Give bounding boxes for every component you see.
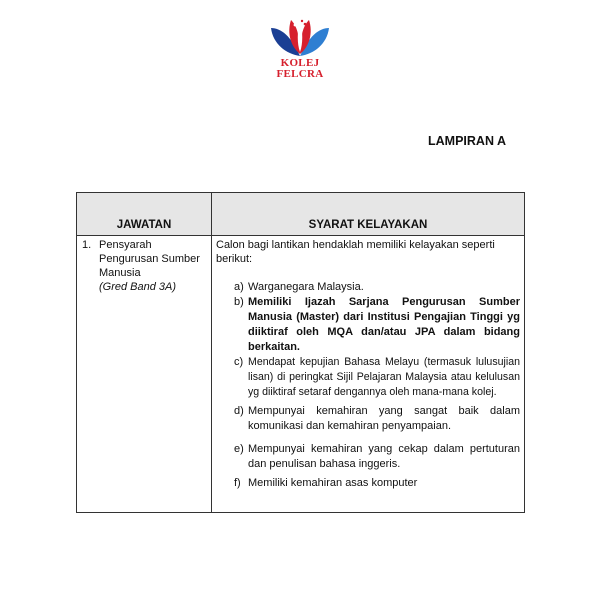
list-text: Mempunyai kemahiran yang cekap dalam pertuturan dan penulisan bahasa inggeris. bbox=[248, 443, 520, 470]
header-position: JAWATAN bbox=[77, 193, 212, 236]
job-entry bbox=[81, 238, 207, 294]
list-marker: d) bbox=[234, 405, 244, 417]
list-text: Memiliki kemahiran asas komputer bbox=[248, 477, 418, 489]
header-requirements: SYARAT KELAYAKAN bbox=[212, 193, 525, 236]
requirements-table bbox=[76, 192, 525, 513]
list-text: Warganegara Malaysia. bbox=[248, 281, 364, 293]
list-item bbox=[234, 280, 520, 295]
table-header-row bbox=[77, 193, 525, 236]
list-item bbox=[234, 476, 520, 491]
list-marker: c) bbox=[234, 356, 244, 368]
list-item bbox=[234, 404, 520, 434]
annex-label: LAMPIRAN A bbox=[428, 134, 507, 148]
list-marker: a) bbox=[234, 281, 244, 293]
requirements-cell bbox=[212, 236, 525, 513]
requirements-intro: Calon bagi lantikan hendaklah memiliki kelayakan seperti berikut: bbox=[216, 239, 495, 265]
job-title: Pensyarah Pengurusan Sumber Manusia bbox=[99, 239, 200, 279]
list-marker: f) bbox=[234, 477, 241, 489]
position-cell bbox=[77, 236, 212, 513]
logo-text-line2: FELCRA bbox=[276, 68, 324, 80]
list-text: Mempunyai kemahiran yang sangat baik dalam komunikasi dan kemahiran penyampaian. bbox=[248, 405, 520, 432]
table-row bbox=[77, 236, 525, 513]
logo-text-line1: KOLEJ bbox=[280, 57, 320, 69]
kolej-felcra-logo bbox=[268, 14, 332, 80]
requirements-list bbox=[216, 280, 520, 491]
job-number: 1. bbox=[82, 239, 92, 251]
lotus-icon bbox=[269, 14, 331, 58]
list-item bbox=[234, 295, 520, 355]
list-marker: b) bbox=[234, 296, 244, 308]
list-marker: e) bbox=[234, 443, 244, 455]
list-text: Memiliki Ijazah Sarjana Pengurusan Sumber Manusia (Master) dari Institusi Pengajian Tinggi yg diiktiraf oleh MQA dan/atau JPA dalam bidang berkaitan. bbox=[248, 296, 520, 353]
job-title-block bbox=[99, 238, 207, 294]
list-item bbox=[234, 355, 520, 400]
list-text: Mendapat kepujian Bahasa Melayu (termasuk lulusujian lisan) di peringkat Sijil Pelajaran Malaysia atau kelulusan yg diiktiraf setaraf dengannya oleh mana-mana kolej. bbox=[248, 356, 520, 398]
list-item bbox=[234, 442, 520, 472]
job-grade: (Gred Band 3A) bbox=[99, 281, 177, 293]
